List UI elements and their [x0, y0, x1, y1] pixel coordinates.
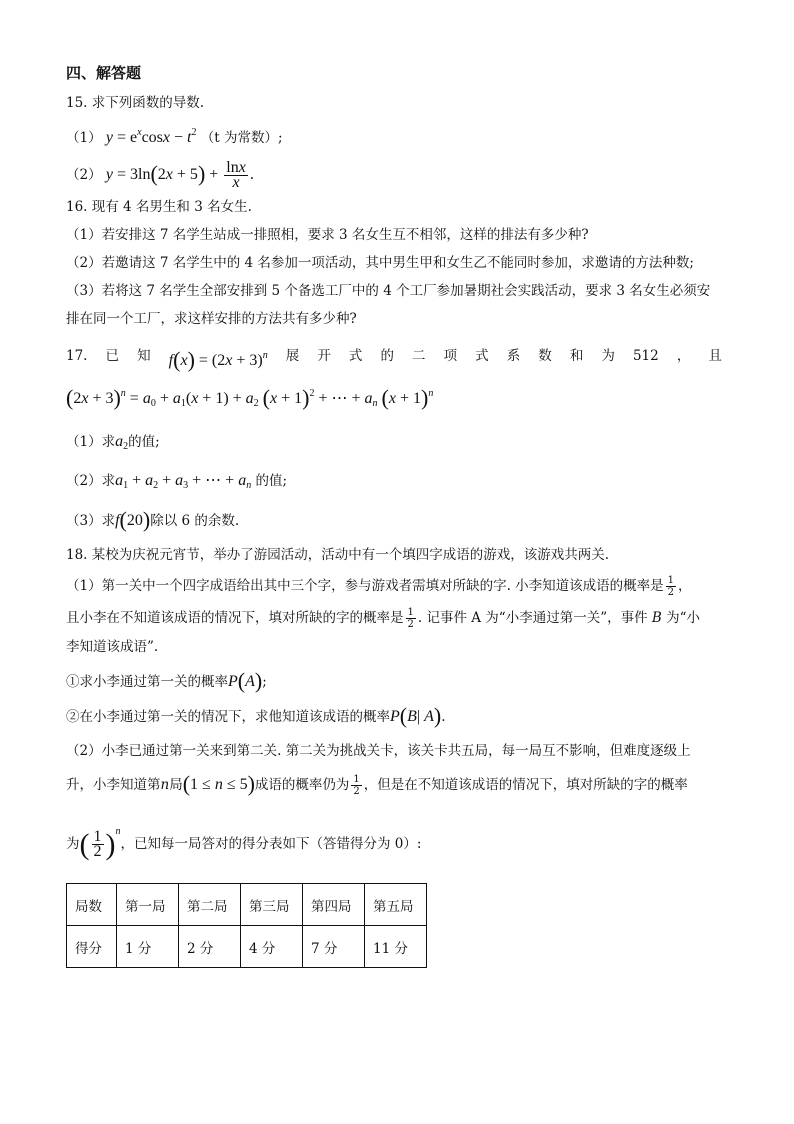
q16-part2: （2）若邀请这 7 名学生中的 4 名参加一项活动，其中男生甲和女生乙不能同时参加，求邀请的方法种数;	[66, 255, 694, 271]
q15-part1: （1） $y = e^x\cos x - t^2$ （t 为常数）;	[66, 127, 283, 146]
q18-part1-line1: （1）第一关中一个四字成语给出其中三个字，参与游戏者需填对所缺的字. 小李知道该成语的概率是 $\frac{1}{2}$ ，	[66, 575, 692, 598]
table-cell: 局数	[67, 884, 117, 926]
table-cell: 4 分	[241, 926, 303, 968]
table-cell: 7 分	[303, 926, 365, 968]
q16-part3-cont: 排在同一个工厂，求这样安排的方法共有多少种?	[66, 311, 357, 327]
table-cell: 11 分	[365, 926, 427, 968]
q17-fx: $f(x) = (2x + 3)^n$	[168, 347, 268, 372]
q15-formula1: y	[105, 129, 113, 146]
fraction-one-half: $\frac{1}{2}$	[407, 607, 414, 630]
q16-stem: 16. 现有 4 名男生和 3 名女生.	[66, 199, 252, 215]
table-cell: 第四局	[303, 884, 365, 926]
table-cell: 2 分	[179, 926, 241, 968]
q18-part2-line2: 升，小李知道第n局(1 ≤ n ≤ 5)成语的概率仍为 $\frac{1}{2}$ ，但是在不知道该成语的情况下，填对所缺的字的概率	[66, 771, 688, 797]
q18-part2-line1: （2）小李已通过第一关来到第二关. 第二关为挑战关卡，该关卡共五局，每一局互不影响，但难度逐级上	[66, 743, 691, 759]
table-cell: 第二局	[179, 884, 241, 926]
table-cell: 第一局	[117, 884, 179, 926]
table-cell: 1 分	[117, 926, 179, 968]
q16-part1: （1）若安排这 7 名学生站成一排照相，要求 3 名女生互不相邻，这样的排法有多少种?	[66, 227, 589, 243]
fraction-lnx-over-x: $\frac{\ln x}{x}$	[226, 159, 246, 191]
q18-part2-line3: 为( $\frac{1}{2}$ )$^n$，已知每一局答对的得分表如下（答错得分为 0）:	[66, 826, 422, 861]
fraction-one-half: $\frac{1}{2}$	[353, 774, 360, 797]
q16-part3: （3）若将这 7 名学生全部安排到 5 个备选工厂中的 4 个工厂参加暑期社会实践活动，要求 3 名女生必须安	[66, 283, 711, 299]
table-row	[67, 884, 427, 926]
q18-sub2: ②在小李通过第一关的情况下，求他知道该成语的概率P(B| A).	[66, 703, 446, 728]
q18-sub1: ①求小李通过第一关的概率P(A);	[66, 668, 267, 693]
score-table	[66, 883, 427, 968]
fraction-one-half-power: $\frac{1}{2}$	[93, 828, 102, 860]
q18-stem: 18. 某校为庆祝元宵节，举办了游园活动，活动中有一个填四字成语的游戏，该游戏共两关.	[66, 547, 610, 563]
q17-part3: （3）求f(20)除以 6 的余数.	[66, 507, 240, 532]
section-title: 四、解答题	[66, 64, 142, 82]
table-cell: 得分	[67, 926, 117, 968]
q15-formula2: y	[105, 166, 113, 183]
q18-part1-line2: 且小李在不知道该成语的情况下，填对所缺的字的概率是 $\frac{1}{2}$ . 记事件 A 为“小李通过第一关”，事件 B 为“小	[66, 607, 701, 630]
table-row	[67, 926, 427, 968]
q17-stem-line1: 17. 已 知 $f(x) = (2x + 3)^n$ 展 开 式 的 二 项 式 系 数 和 为 512 ， 且	[66, 343, 722, 374]
fraction-one-half: $\frac{1}{2}$	[667, 575, 675, 598]
table-cell: 第五局	[365, 884, 427, 926]
q18-part1-line3: 李知道该成语”.	[66, 639, 159, 655]
q15-stem: 15. 求下列函数的导数.	[66, 95, 205, 111]
q15-part2: （2） y = 3ln(2x + 5) + $\frac{\ln x}{x}$ .	[66, 159, 254, 191]
q17-expansion: $(2x + 3)^n = a_0 + a_1(x + 1) + a_2$ $(x + 1)^2$ + ⋯ + $a_n$ $(x + 1)^n$	[66, 385, 434, 410]
q17-part2: （2）求$a_1 + a_2 + a_3$ + ⋯ + $a_n$ 的值;	[66, 472, 288, 491]
table-cell: 第三局	[241, 884, 303, 926]
q17-part1: （1）求$a_2$的值;	[66, 433, 160, 452]
